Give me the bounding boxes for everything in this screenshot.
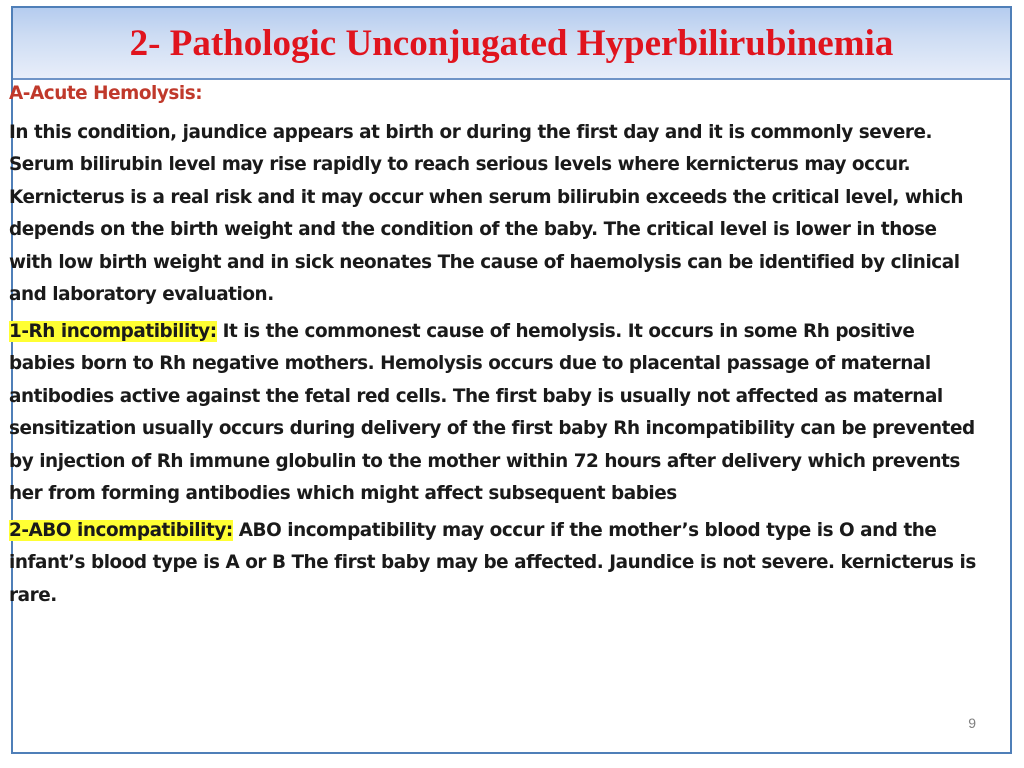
rh-incompatibility-text: It is the commonest cause of hemolysis. It occurs in some Rh positive babies born to Rh negative mothers. Hemolysis occurs due to placental passage of maternal antibodies active against the fetal red cells. The first baby is usually not affected as maternal sensitization usually occurs during delivery of the first baby Rh incompatibility can be prevented by injection of Rh immune globulin to the mother within 72 hours after delivery which prevents her from forming antibodies which might affect subsequent babies [9, 320, 975, 504]
abo-incompatibility-paragraph [9, 515, 984, 613]
abo-incompatibility-text: ABO incompatibility may occur if the mother’s blood type is O and the infant’s blood type is A or B The first baby may be affected. Jaundice is not severe. kernicterus is rare. [9, 519, 976, 606]
rh-incompatibility-paragraph [9, 316, 984, 511]
intro-paragraph: In this condition, jaundice appears at birth or during the first day and it is commonly severe. Serum bilirubin level may rise rapidly to reach serious levels where kernicterus may occur. Kernicterus is a real risk and it may occur when serum bilirubin exceeds the critical level, which depends on the birth weight and the condition of the baby. The critical level is lower in those with low birth weight and in sick neonates The cause of haemolysis can be identified by clinical and laboratory evaluation. [9, 121, 964, 305]
title-bar [13, 8, 1010, 80]
slide-content [9, 78, 984, 616]
abo-incompatibility-label: 2-ABO incompatibility: [9, 519, 233, 541]
slide-title: 2- Pathologic Unconjugated Hyperbilirubinemia [129, 23, 894, 64]
rh-incompatibility-label: 1-Rh incompatibility: [9, 320, 217, 342]
section-subheading: A-Acute Hemolysis: [9, 83, 203, 104]
page-number: 9 [968, 715, 976, 731]
